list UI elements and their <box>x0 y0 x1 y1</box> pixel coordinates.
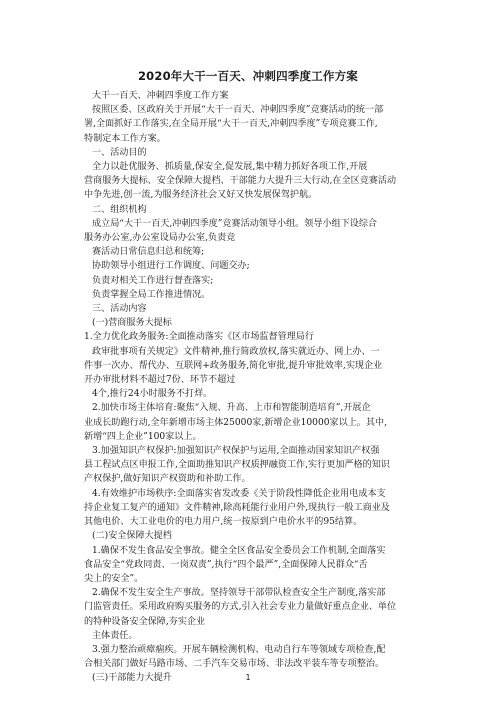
paragraph-line: 3.加强知识产权保护:加强知识产权保护与运用,全面推动国家知识产权强 <box>92 446 380 457</box>
paragraph-line: 新增“四上企业”100家以上。 <box>84 431 202 442</box>
paragraph-line: 开办审批材料不超过7份、环节不超过 <box>84 375 236 386</box>
paragraph-line: 4个,推行24小时服务不打烊。 <box>92 389 213 400</box>
paragraph-line: 合相关部门做好马路市场、二手汽车交易市场、非法改平装车等专项整治。 <box>84 659 385 670</box>
paragraph-line: 食品安全“党政同责、一岗双责”,执行“四个最严”,全面保障人民群众“舌 <box>84 559 368 570</box>
paragraph-line: 1.全力优化政务服务:全面推动落实《区市场监督管理局行 <box>84 332 314 343</box>
paragraph-line: 署,全面抓好工作落实,在全局开展“大干一百天,冲刺四季度”专项竞赛工作, <box>84 119 378 130</box>
paragraph-line: 持企业复工复产的通知》文件精神,除高耗能行业用户外,现执行一般工商业及 <box>84 502 390 513</box>
paragraph-line: 尖上的安全”。 <box>84 573 144 584</box>
paragraph-line: 县工程试点区申报工作,全面助推知识产权质押融资工作,实行更加严格的知识 <box>84 460 390 471</box>
paragraph-line: 2.加快市场主体培育:聚焦“入规、升高、上市和智能制造培育”,开展企 <box>92 403 371 414</box>
paragraph-line: 门监管责任。采用政府购买服务的方式,引入社会专业力量做好重点企业、单位 <box>84 602 397 613</box>
paragraph-line: 政审批事项有关规定》文件精神,推行简政放权,落实就近办、网上办、一 <box>92 346 380 357</box>
paragraph-line: 其他电价、大工业电价的电力用户,统一按原到户电价水平的95结算。 <box>84 517 363 528</box>
page-number: 1 <box>245 673 251 682</box>
paragraph-line: 4.有效维护市场秩序:全面落实省发改委《关于阶段性降低企业用电成本支 <box>92 488 386 499</box>
paragraph-line: 的特种设备安全保障,夯实企业 <box>84 616 206 627</box>
document-body <box>84 89 414 686</box>
paragraph-line: 服务办公室,办公室设局办公室,负责竞 <box>84 233 236 244</box>
paragraph-line: 赛活动日常信息归总和统筹; <box>92 247 205 258</box>
paragraph-line: 负责对相关工作进行督查落实; <box>92 275 214 286</box>
section-heading: 二、组织机构 <box>92 204 147 215</box>
paragraph-line: 件事一次办、帮代办、互联网+政务服务,简化审批,提升审批效率,实现企业 <box>84 360 383 371</box>
paragraph-line: 1.确保不发生食品安全事故。健全全区食品安全委员会工作机制,全面落实 <box>92 545 386 556</box>
subsection-heading: (二)安全保障大提档 <box>92 531 172 542</box>
paragraph-line: 3.强力整治顽瘴痼疾。开展车辆检测机构、电动自行车等领域专项检查,配 <box>92 644 386 655</box>
document-title: 2020年大干一百天、冲刺四季度工作方案 <box>137 69 358 83</box>
paragraph-line: 负责掌握全局工作推进情况。 <box>92 289 211 300</box>
paragraph-line: 成立局“大干一百天,冲刺四季度”竞赛活动领导小组。领导小组下设综合 <box>92 218 378 229</box>
paragraph-line: 特制定本工作方案。 <box>84 133 166 144</box>
paragraph-line: 主体责任。 <box>92 630 138 641</box>
section-heading: 一、活动目的 <box>92 147 147 158</box>
paragraph-line: 按照区委、区政府关于开展“大干一百天、冲刺四季度”竞赛活动的统一部 <box>92 105 384 116</box>
paragraph-line: 协助领导小组进行工作调度、问题交办; <box>92 261 250 272</box>
paragraph-line: 2.确保不发生安全生产事故。坚持领导干部带队检查安全生产制度,落实部 <box>92 588 386 599</box>
paragraph-line: 产权保护,做好知识产权资助和补助工作。 <box>84 474 251 485</box>
paragraph-line: 中争先进,创一流,为服务经济社会又好又快发展保驾护航。 <box>84 190 318 201</box>
subsection-heading: (三)干部能力大提升 <box>92 673 172 684</box>
subsection-heading: (一)营商服务大提标 <box>92 318 172 329</box>
paragraph-line: 营商服务大提标、安全保障大提档、干部能力大提升三大行动,在全区竞赛活动 <box>84 176 397 187</box>
paragraph-line: 大干一百天、冲刺四季度工作方案 <box>92 91 229 101</box>
paragraph-line: 全力以赴优服务、抓质量,保安全,促发展,集中精力抓好各项工作,开展 <box>92 162 368 173</box>
paragraph-line: 业成长助跑行动,全年新增市场主体25000家,新增企业10000家以上。其中, <box>84 417 387 428</box>
section-heading: 三、活动内容 <box>92 304 147 315</box>
